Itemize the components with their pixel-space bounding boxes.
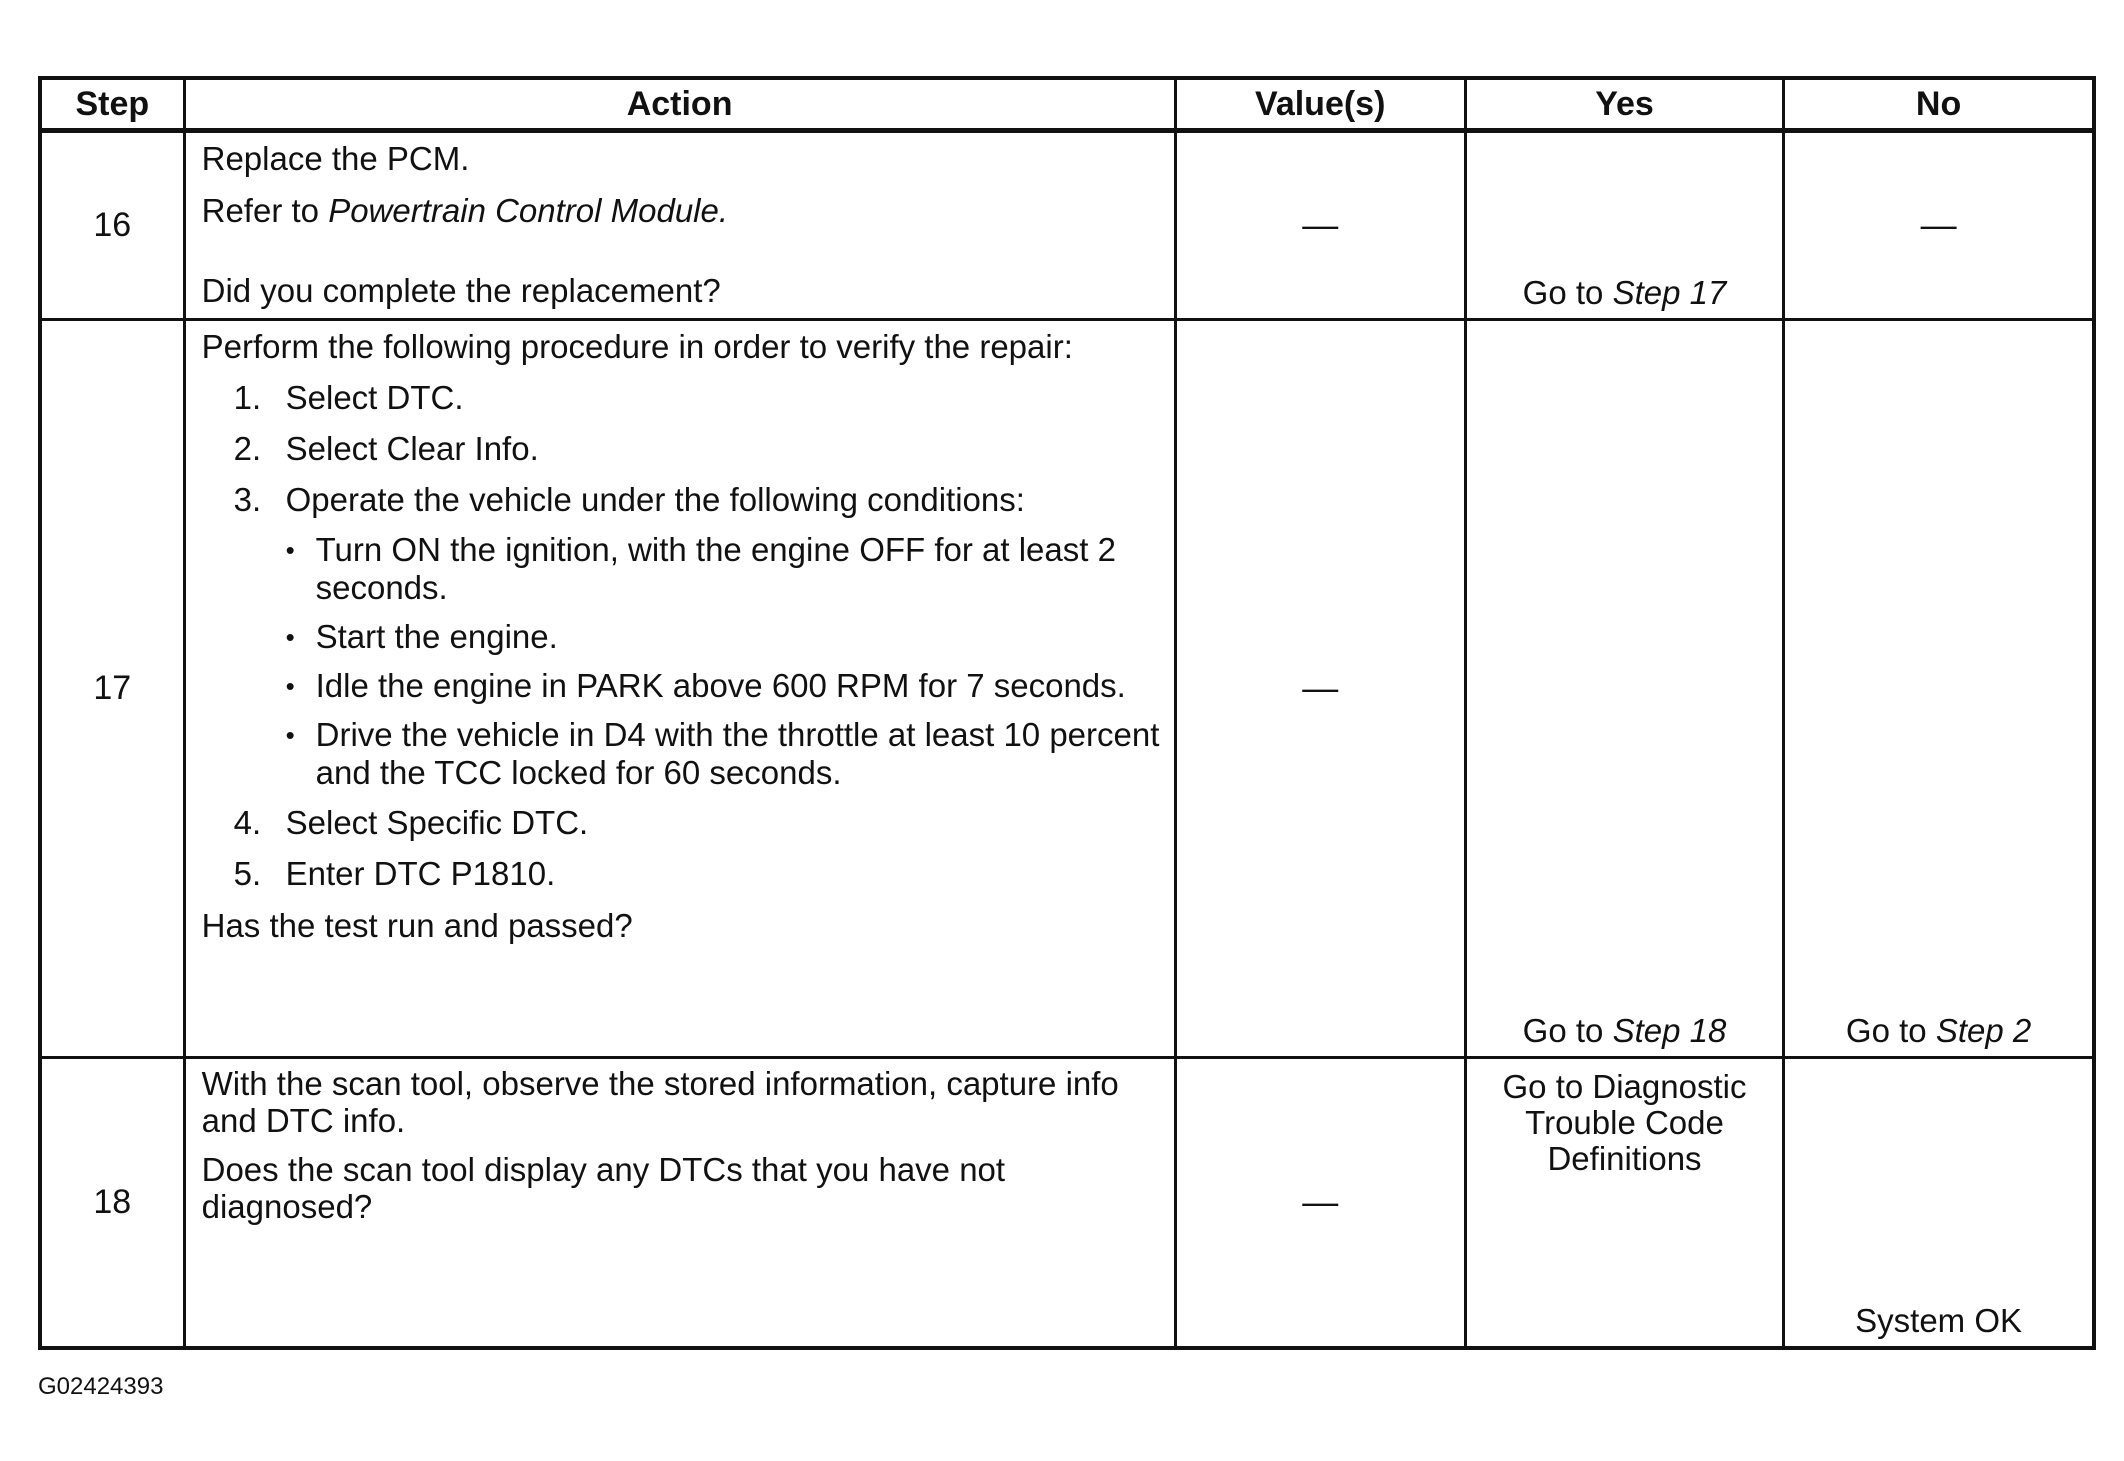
no-step-link: Step 2 [1935,1011,2032,1049]
bullet-icon: • [285,621,295,652]
bullet-icon: • [285,670,295,701]
value-cell: — [1175,1057,1465,1348]
action-text: Replace the PCM. [201,140,470,177]
step-number: 16 [40,131,184,320]
action-text: With the scan tool, observe the stored information, capture info and DTC info. [201,1064,1119,1139]
header-action: Action [184,78,1175,131]
step-number: 18 [40,1057,184,1348]
yes-cell: Go to Diagnostic Trouble Code Definitions [1465,1057,1783,1348]
step-number: 17 [40,319,184,1057]
yes-cell: Go to Step 17 [1465,131,1783,320]
header-no: No [1784,78,2094,131]
list-item: 3. Operate the vehicle under the following conditions: [233,480,1025,518]
figure-id: G02424393 [38,1373,164,1400]
action-question: Did you complete the replacement? [201,272,721,309]
header-step: Step [40,78,184,131]
no-cell: System OK [1784,1057,2094,1348]
bullet-icon: • [285,719,295,750]
table-row-step-17 [40,319,2094,1057]
action-reference: Refer to Powertrain Control Module. [201,192,729,229]
yes-step-link: Step 18 [1612,1011,1727,1049]
action-cell [184,1057,1175,1348]
action-intro: Perform the following procedure in order to verify the repair: [201,327,1073,365]
diagnostic-table [38,76,2096,1350]
list-item: 1. Select DTC. [233,378,464,416]
header-values: Value(s) [1175,78,1465,131]
action-question: Has the test run and passed? [201,906,633,944]
yes-step-link: Step 17 [1612,273,1727,311]
value-cell: — [1175,319,1465,1057]
value-cell: — [1175,131,1465,320]
bullet-icon: • [285,534,295,565]
header-yes: Yes [1465,78,1783,131]
table-header-row [40,78,2094,131]
no-cell: — [1784,131,2094,320]
table-row-step-16 [40,131,2094,320]
bullet-item: • Turn ON the ignition, with the engine OFF for at least 2 seconds. [285,530,1116,606]
action-cell [184,131,1175,320]
no-cell: Go to Step 2 [1784,319,2094,1057]
action-question: Does the scan tool display any DTCs that you have not diagnosed? [201,1150,1006,1225]
bullet-item: • Idle the engine in PARK above 600 RPM for 7 seconds. [285,666,1126,704]
action-cell [184,319,1175,1057]
list-item: 4. Select Specific DTC. [233,803,589,841]
bullet-item: • Start the engine. [285,617,558,655]
reference-link: Powertrain Control Module. [328,192,729,229]
table-row-step-18 [40,1057,2094,1348]
list-item: 5. Enter DTC P1810. [233,854,556,892]
bullet-item: • Drive the vehicle in D4 with the throttle at least 10 percent and the TCC locked for 60 seconds. [285,715,1160,791]
yes-cell: Go to Step 18 [1465,319,1783,1057]
list-item: 2. Select Clear Info. [233,429,539,467]
